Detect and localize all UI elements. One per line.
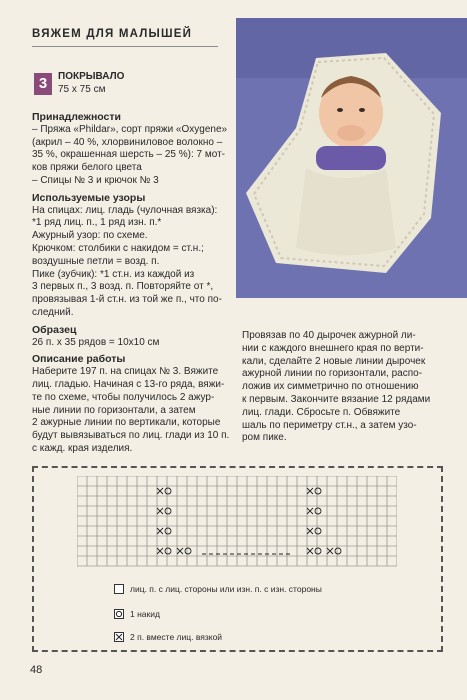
materials-line: – Спицы № 3 и крючок № 3 [32,174,159,186]
legend-text: 2 п. вместе лиц. вязкой [130,632,223,642]
materials-heading: Принадлежности [32,111,121,123]
legend-text: лиц. п. с лиц. стороны или изн. п. с изн. стороны [130,584,322,594]
section-title: ВЯЖЕМ ДЛЯ МАЛЫШЕЙ [32,28,193,40]
patterns-line: воздушные петли = возд. п. [32,255,160,267]
continuation-line: к первым. Закончите вязание 12 рядами [242,393,431,405]
continuation-line: ром пике. [242,432,287,444]
description-line: Наберите 197 п. на спицах № 3. Вяжите [32,366,219,378]
materials-line: ков пряжи белого цвета [32,162,142,174]
page-number: 48 [30,664,43,676]
description-line: ные линии по горизонтали, а затем [32,404,196,416]
cross-icon [114,632,124,642]
continuation-line: ложив их симметрично по отношению [242,381,419,393]
project-number-badge: 3 [34,73,52,95]
project-title: ПОКРЫВАЛО [58,71,125,82]
patterns-line: На спицах: лиц. гладь (чулочная вязка): [32,204,218,216]
left-column [32,107,232,456]
patterns-line: Крючком: столбики с накидом = ст.н.; [32,242,204,254]
baby-blanket-photo [236,18,467,298]
project-size: 75 x 75 см [58,84,106,95]
continuation-line: лиц. глади. Сбросьте п. Обвяжите [242,406,401,418]
materials-line: – Пряжа «Phildar», сорт пряжи «Oxygene» [32,123,228,135]
materials-line: 35 %, окрашенная шерсть – 25 %): 7 мот- [32,149,225,161]
description-line: с кажд. края изделия. [32,442,133,454]
patterns-line: *1 ряд лиц. п., 1 ряд изн. п.* [32,217,162,229]
patterns-line: Пике (зубчик): *1 ст.н. из каждой из [32,268,195,280]
continuation-line: шаль по периметру ст.н., а затем узо- [242,419,417,431]
continuation-line: ажурной линии по горизонтали, распо- [242,368,423,380]
chart-symbols [157,488,341,554]
continuation-line: кали, сделайте 2 новые линии дырочек [242,355,426,367]
description-line: 2 ажурные линии по вертикали, которые [32,417,221,429]
patterns-heading: Используемые узоры [32,191,146,204]
gauge-text: 26 п. х 35 рядов = 10x10 см [32,336,160,348]
description-line: те по схеме, чтобы получилось 2 ажур- [32,391,215,403]
patterns-line: 3 первых п., 3 возд. п. Повторяйте от *, [32,281,214,293]
knitting-chart-grid [77,476,397,571]
materials-line: (акрил – 40 %, хлорвиниловое волокно – [32,136,223,148]
photo-illustration [236,18,467,298]
description-heading: Описание работы [32,353,126,366]
baby-shirt [316,146,386,170]
knitting-chart-box [32,466,443,652]
patterns-line: Ажурный узор: по схеме. [32,230,148,242]
continuation-line: нии с каждого внешнего края по верти- [242,342,424,354]
description-line: будут вывязываться по лиц. глади из 10 п. [32,430,230,442]
legend-text: 1 накид [130,609,160,619]
patterns-line: провязывая 1-й ст.н. из той же п., что по- [32,294,222,306]
continuation-line: Провязав по 40 дырочек ажурной ли- [242,330,416,341]
right-column [242,330,442,445]
patterns-line: следний. [32,306,74,318]
description-line: лиц. гладью. Начиная с 13-го ряда, вяжи- [32,378,225,390]
circle-icon [114,609,124,619]
header-divider [32,46,218,47]
empty-square-icon [114,584,124,594]
gauge-heading: Образец [32,323,77,336]
